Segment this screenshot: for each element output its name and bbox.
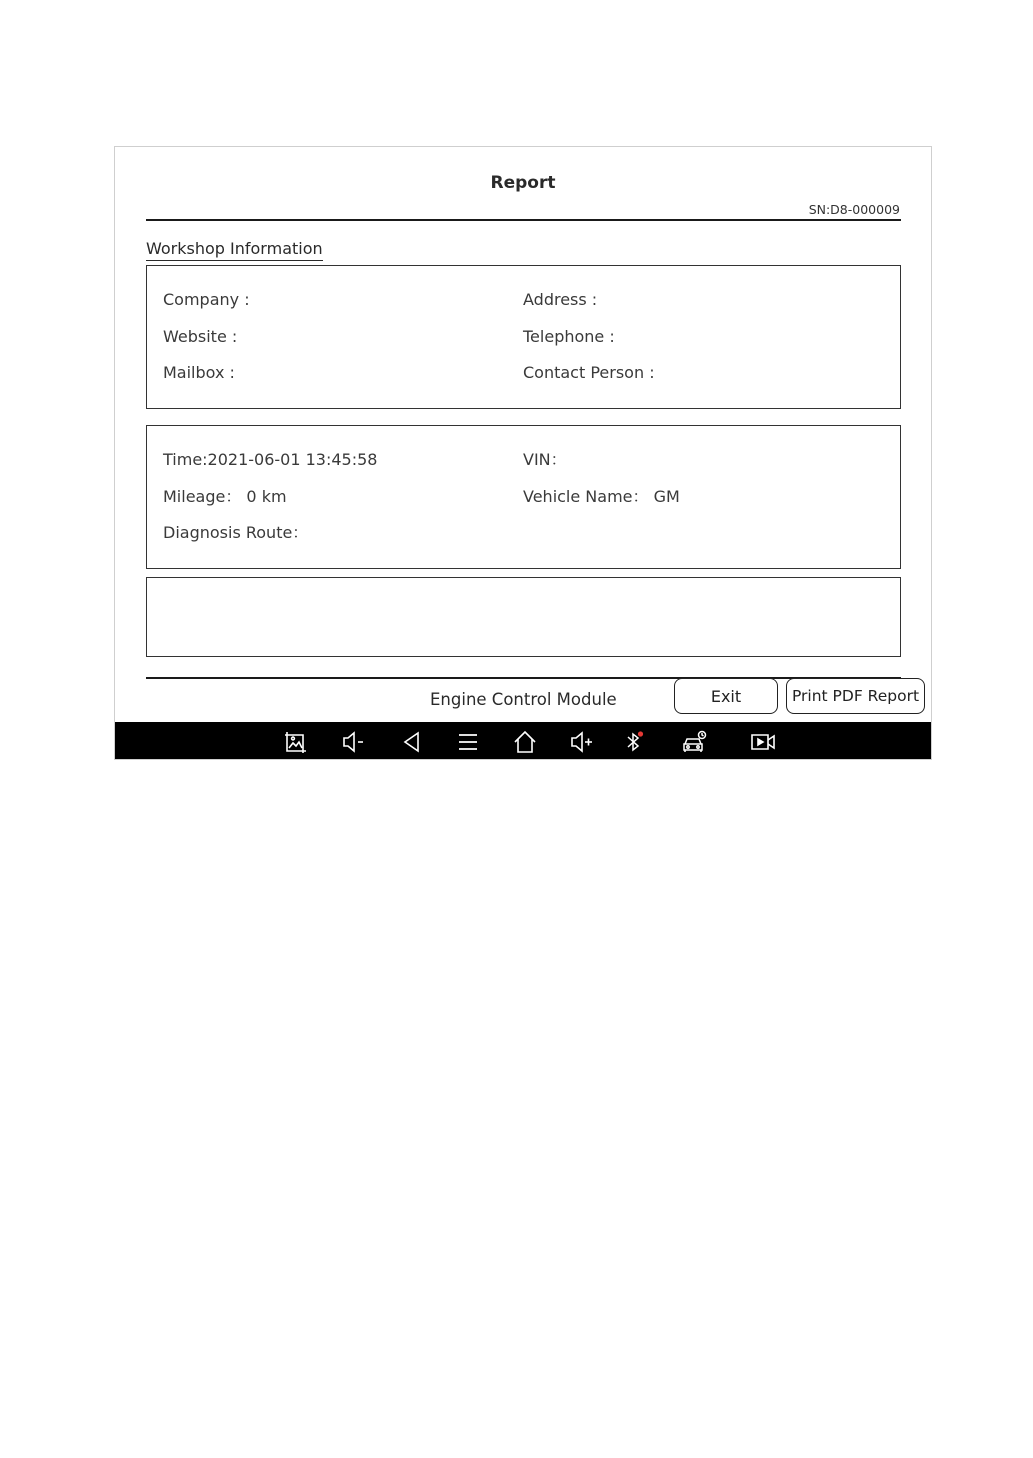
module-name: Engine Control Module (430, 690, 617, 709)
address-field: Address : (523, 290, 598, 309)
exit-button[interactable]: Exit (674, 678, 778, 714)
workshop-info-box (146, 265, 901, 409)
screenshot-icon[interactable] (283, 729, 309, 755)
mileage-field: Mileage： 0 km (163, 487, 287, 506)
footer-divider (146, 677, 901, 679)
home-icon[interactable] (512, 729, 538, 755)
report-content-box (146, 577, 901, 657)
vehicle-info-box (146, 425, 901, 569)
print-pdf-report-button[interactable]: Print PDF Report (786, 678, 925, 714)
page-title: Report (490, 173, 556, 193)
report-screen (114, 146, 932, 760)
website-field: Website : (163, 327, 238, 346)
diagnosis-route-field: Diagnosis Route： (163, 523, 309, 542)
volume-up-icon[interactable] (569, 729, 595, 755)
header-divider (146, 219, 901, 221)
bluetooth-icon[interactable] (621, 729, 647, 755)
workshop-heading: Workshop Information (146, 239, 323, 261)
android-nav-bar (115, 722, 931, 760)
serial-number: SN:D8-000009 (808, 202, 900, 217)
mailbox-field: Mailbox : (163, 363, 235, 382)
company-field: Company : (163, 290, 250, 309)
menu-icon[interactable] (455, 729, 481, 755)
contact-person-field: Contact Person : (523, 363, 655, 382)
time-field: Time:2021-06-01 13:45:58 (163, 450, 378, 469)
vehicle-connect-icon[interactable] (682, 729, 708, 755)
back-icon[interactable] (399, 729, 425, 755)
vehicle-name-field: Vehicle Name： GM (523, 487, 680, 506)
screen-record-icon[interactable] (750, 729, 776, 755)
telephone-field: Telephone : (523, 327, 615, 346)
volume-down-icon[interactable] (341, 729, 367, 755)
vin-field: VIN： (523, 450, 567, 469)
